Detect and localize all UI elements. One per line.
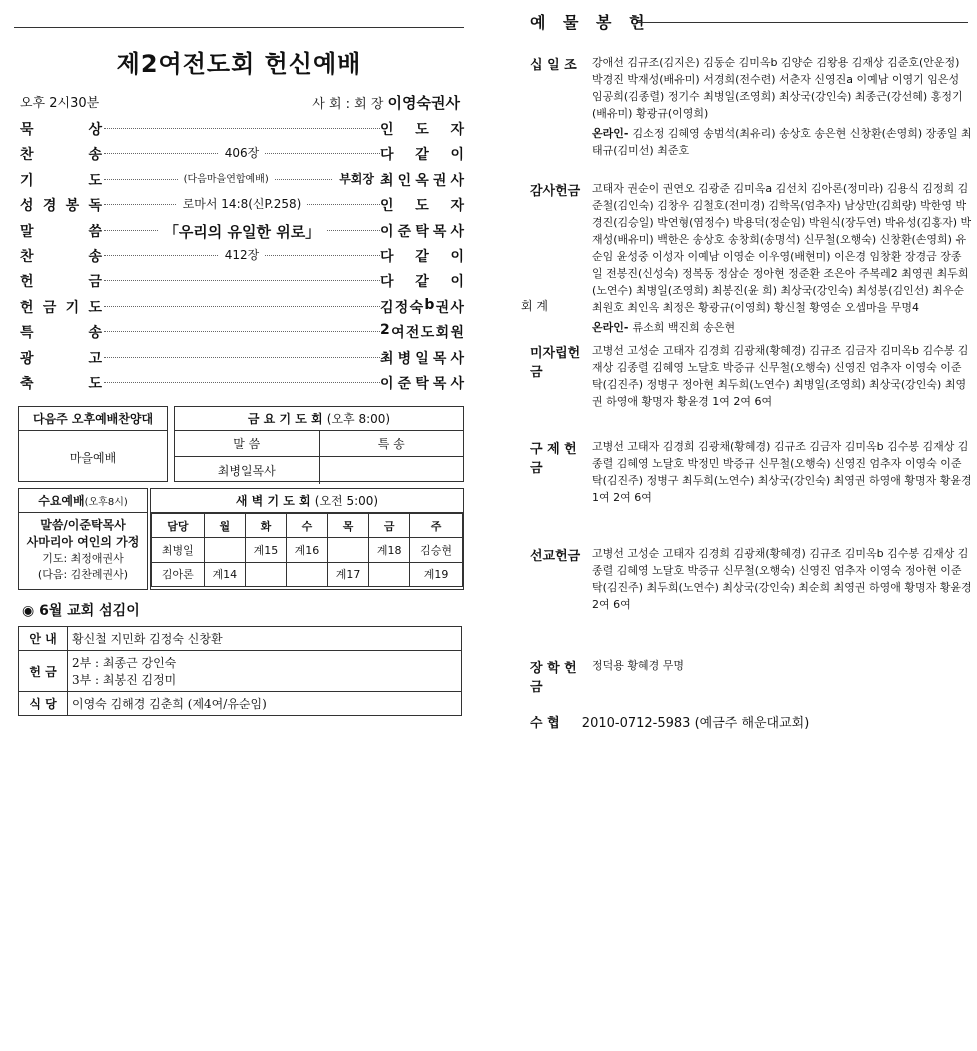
order-row (14, 318, 464, 343)
offering-category: 십 일 조 (530, 58, 577, 73)
order-row (14, 242, 464, 267)
offerings-rule (638, 22, 968, 23)
dawn-cell (286, 562, 327, 586)
order-leader: 김 정 숙 b 권 사 (380, 296, 464, 316)
order-content-text: 회 계 (515, 299, 554, 313)
order-item: 찬 송 (20, 147, 102, 164)
offering-names (592, 545, 972, 613)
right-page (518, 0, 972, 754)
wednesday-header (19, 489, 147, 513)
order-content-text: 412장 (219, 248, 266, 262)
online-names: 김소정 김혜영 송범석(최유리) 송상호 송은현 신창환(손영희) 장종일 최태규(김미선) 최준호 (592, 127, 972, 157)
offering-category: 장 학 헌 금 (530, 661, 577, 695)
order-leader: 인 도 자 (380, 122, 464, 138)
dawn-cell: 계18 (369, 538, 410, 562)
order-content (104, 144, 380, 161)
care-line: 3부 : 최봉진 김정미 (72, 673, 177, 687)
friday-prayer-time: (오후 8:00) (326, 412, 391, 426)
offering-text: 고병선 고성순 고태자 김경희 김광채(황혜경) 김규조 김미옥b 김수봉 김재상 김종렬 김혜영 노달호 박증규 신무철(오행숙) 신영진 엄추자 이영숙 정아현 이준탁(김진주) 최두희(노연수) 최상국(강인숙) 최순희 최영권 하영애 황명자 황윤경 2여 6여 (592, 547, 972, 611)
wednesday-time: (오후8시) (84, 497, 128, 508)
friday-prayer-box (174, 406, 464, 482)
order-row (14, 115, 464, 140)
offering-names (592, 180, 972, 336)
dawn-cell: 계14 (204, 562, 245, 586)
order-content-text: 로마서 14:8(신P.258) (177, 197, 308, 211)
offerings-title: 예 물 봉 헌 (530, 13, 651, 32)
online-line (592, 319, 972, 336)
care-key: 헌 금 (19, 651, 68, 692)
order-leader: 이 준 탁 목 사 (380, 223, 464, 240)
dotted-leader (104, 128, 380, 129)
care-value (68, 627, 462, 651)
dawn-header-cell: 담당 (152, 514, 205, 538)
offering-text: 고태자 권순이 권연오 김광준 김미옥a 김선치 김아론(정미라) 김용식 김정희 김준철(김인숙) 김창우 김철호(전미경) 김학목(엄추자) 남상만(김희량) 박한영 박경진(김승일) 박연형(염정수) 박용덕(정순임) 박원식(장두연) 박유성(김홍자) 박재성(배유미) 백한은 송상호 송창희(송명석) 신무철(오행숙) 신창환(손영희) 유순임 윤성중 이성자 이예남 이영순 이우영(배현미) 이은경 임창환 장경금 장종일 전봉진(신성숙) 정복동 정삼순 정아현 정준환 조은아 주복레2 최영권 최두희(노연수) 최병일(조영희) 최봉진(윤 희) 최상국(강인숙) 최성봉(김인선) 최우순 최원호 최인옥 최정은 황광규(이영희) 황신철 황영순 오셉마을 무명4 (592, 182, 972, 314)
offering-category: 미자립헌금 (530, 346, 581, 380)
dotted-leader (104, 280, 380, 281)
order-content (104, 221, 380, 242)
dawn-header-cell: 목 (328, 514, 369, 538)
order-item: 기 도 (20, 172, 102, 189)
order-item: 찬 송 (20, 248, 102, 265)
dawn-prayer-table (151, 513, 463, 587)
dawn-prayer-time: (오전 5:00) (314, 494, 379, 508)
dawn-header-cell: 수 (286, 514, 327, 538)
care-key: 안 내 (19, 627, 68, 651)
offering-category: 구 제 헌 금 (530, 442, 577, 476)
dotted-leader (104, 331, 380, 332)
dawn-cell: 계15 (245, 538, 286, 562)
friday-prayer-header (175, 407, 463, 431)
order-leader: 인 도 자 (380, 198, 464, 215)
care-section-title (22, 600, 140, 620)
host-label: 사 회 : 회 장 (312, 97, 384, 112)
next-week-box (18, 406, 168, 482)
radio-icon: ◉ (22, 603, 35, 619)
order-item: 헌 금 기 도 (20, 299, 102, 316)
care-line: 황신철 지민화 김정숙 신창환 (72, 632, 223, 646)
order-content-text: (다음마을연합예배) (178, 170, 275, 187)
order-item: 성 경 봉 독 (20, 198, 102, 215)
order-row (14, 166, 464, 191)
dawn-cell (204, 538, 245, 562)
order-leader: 이 준 탁 목 사 (380, 375, 464, 392)
dawn-cell (245, 562, 286, 586)
next-week-value: 마을예배 (69, 451, 117, 465)
order-content-text: 406장 (219, 146, 266, 160)
order-row (14, 369, 464, 394)
friday-col-special: 특 송 (377, 437, 405, 451)
care-value (68, 692, 462, 716)
order-row (14, 293, 548, 318)
offering-category: 선교헌금 (530, 549, 581, 564)
service-time: 오후 2시30분 (20, 96, 100, 111)
bank-value: 2010-0712-5983 (예금주 해운대교회) (581, 716, 810, 731)
offering-category: 감사헌금 (530, 184, 581, 199)
dotted-leader (104, 357, 380, 358)
order-item: 헌 금 (20, 274, 102, 291)
care-value (68, 651, 462, 692)
wednesday-box (18, 488, 148, 590)
order-item: 축 도 (20, 375, 102, 392)
order-leader: 최 병 일 목 사 (380, 350, 464, 367)
order-item: 묵 상 (20, 122, 102, 138)
offering-names (592, 657, 972, 674)
dawn-cell: 김승현 (410, 538, 463, 562)
order-leader: 다 같 이 (380, 147, 464, 164)
care-title: 6월 교회 섬김이 (39, 603, 140, 619)
dawn-prayer-header (151, 489, 463, 513)
offering-text: 고병선 고성순 고태자 김경희 김광채(황혜경) 김규조 김금자 김미옥b 김수봉 김재상 김종렬 김혜영 노달호 박증규 신무철(오행숙) 신영진 엄추자 이영숙 이준탁(김진주) 정병구 정아현 최두희(노연수) 최병일(조영희) 최상국(강인숙) 최영권 하영애 황명자 황윤경 1여 2여 6여 (592, 344, 969, 408)
wednesday-topic: 사마리아 여인의 가정 (26, 535, 140, 549)
dawn-header-cell: 금 (369, 514, 410, 538)
bank-label: 수 협 (530, 716, 560, 731)
dawn-cell: 최병일 (152, 538, 205, 562)
dawn-header-cell: 월 (204, 514, 245, 538)
order-content-text: 「우리의 유일한 위로」 (158, 223, 326, 241)
order-row (14, 191, 464, 216)
dawn-cell: 계17 (328, 562, 369, 586)
dawn-cell: 계16 (286, 538, 327, 562)
page-title: 제2여전도회 헌신예배 (116, 50, 362, 78)
top-rule (14, 27, 464, 28)
offering-text: 강애선 김규조(김지은) 김동순 김미옥b 김양순 김왕용 김재상 김준호(안운정) 박경진 박재성(배유미) 서경희(전수련) 서춘자 신영진a 이예남 이영기 임은성 임공희(김종렬) 정기수 최병일(조영희) 최상국(강인숙) 최종근(강선혜) 홍정기(배유미) 황광규(이영희) (592, 56, 963, 120)
order-leader: 2 여 전 도 회 원 (380, 322, 464, 342)
online-names: 류소희 백진희 송은현 (632, 321, 736, 334)
order-content (104, 246, 380, 263)
order-row (14, 267, 464, 292)
dawn-prayer-box (150, 488, 464, 590)
dotted-leader (104, 382, 380, 383)
order-row (14, 140, 464, 165)
dawn-cell: 김아론 (152, 562, 205, 586)
host-name: 이영숙권사 (387, 94, 460, 112)
order-content (104, 195, 380, 212)
offering-names (592, 342, 972, 410)
dawn-header-cell: 주 (410, 514, 463, 538)
order-content (104, 170, 380, 187)
friday-val-sermon: 최병일목사 (175, 457, 320, 484)
offering-names (592, 54, 972, 159)
care-key: 식 당 (19, 692, 68, 716)
friday-col-sermon: 말 씀 (175, 431, 320, 456)
wednesday-prayer: 기도: 최정애권사 (42, 552, 124, 565)
order-leader: 다 같 이 (380, 248, 464, 265)
order-row (14, 217, 464, 242)
offering-text: 정덕용 황혜경 무명 (592, 659, 685, 672)
friday-val-special (320, 457, 464, 484)
dawn-prayer-title: 새 벽 기 도 회 (235, 494, 311, 508)
order-leader: 다 같 이 (380, 274, 464, 291)
order-row (14, 344, 464, 369)
offering-text: 고병선 고태자 김경희 김광채(황혜경) 김규조 김금자 김미옥b 김수봉 김재상 김종렬 김혜영 노달호 박정민 박증규 신무철(오행숙) 신영진 엄추자 이영숙 이준탁(김진주) 정병구 최두희(노연수) 최상국(강인숙) 최영권 하영애 황명자 황윤경 1여 2여 6여 (592, 440, 972, 504)
dawn-header-cell: 화 (245, 514, 286, 538)
wednesday-next: (다음: 김찬례권사) (37, 568, 129, 581)
order-item: 말 씀 (20, 223, 102, 240)
offering-names (592, 438, 972, 506)
dawn-cell: 계19 (410, 562, 463, 586)
online-line (592, 125, 972, 159)
bank-account (530, 712, 809, 731)
service-order (14, 115, 548, 394)
care-line: 이영숙 김해경 김춘희 (제4여/유순임) (72, 697, 267, 711)
care-table (18, 626, 462, 716)
online-label: 온라인- (592, 321, 629, 334)
dawn-cell (328, 538, 369, 562)
wednesday-sermon: 말씀/이준탁목사 (40, 518, 126, 532)
order-leader: 최 인 옥 권 사 (380, 172, 464, 189)
order-content-tail: 부회장 (333, 170, 380, 187)
dawn-cell (369, 562, 410, 586)
friday-prayer-title: 금 요 기 도 회 (247, 412, 323, 426)
care-line: 2부 : 최종근 강인숙 (72, 656, 177, 670)
order-item: 광 고 (20, 350, 102, 367)
wednesday-title: 수요예배 (38, 494, 85, 508)
host-info (312, 92, 460, 113)
next-week-title: 다음주 오후예배찬양대 (19, 407, 167, 431)
order-item: 특 송 (20, 325, 102, 342)
online-label: 온라인- (592, 127, 629, 140)
